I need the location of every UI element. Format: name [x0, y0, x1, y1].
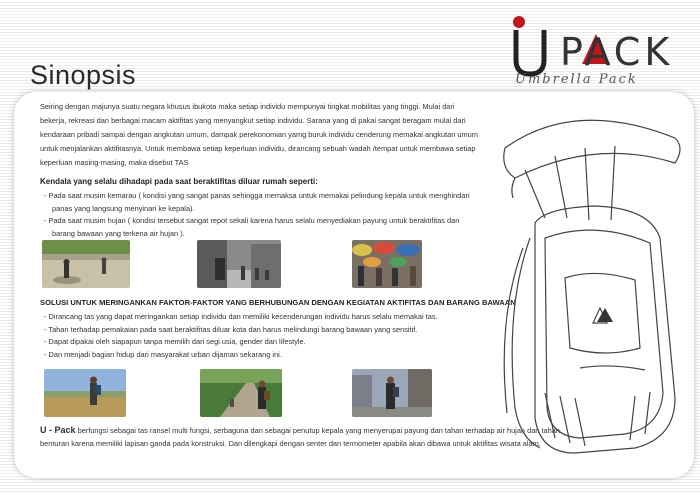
list-item: - Dapat dipakai oleh siapapun tanpa memilih dari segi usia, gender dan lifestyle.: [44, 337, 306, 346]
photo-city-walk: [352, 369, 432, 417]
list-item: - Dirancang tas yang dapat meringankan setiap individu dan memiliki kecenderungan individu harus selalu memakai tas.: [44, 312, 438, 321]
section2-heading: SOLUSI UNTUK MERINGANKAN FAKTOR-FAKTOR YANG BERHUBUNGAN DENGAN KEGIATAN AKTIFITAS DAN BARANG BAWAAN: [40, 298, 516, 307]
photo-city-square: [197, 240, 281, 288]
list-item: - Pada saat musim kemarau ( kondisi yang sangat panas sehingga memaksa untuk memakai pelindung kepala untuk menghindari panas yang langsung menyinari ke kepala).: [44, 191, 470, 213]
footer-text: berfungsi sebagai tas ransel multi fungsi, serbaguna dan sebagai penutup kepala yang menyerupai payung dan tahan terhadap air hujan dan tahan benturan karena memiliki lapisan ganda pada konstruksi. Dan dilengkapi dengan senter dan termometer apabila akan dibawa untuk aktifitas wisata alam.: [40, 426, 560, 448]
brand-name: U - Pack: [40, 425, 76, 435]
page-title: Sinopsis: [30, 60, 137, 90]
section2-list: [44, 311, 504, 361]
list-item: - Pada saat musim hujan ( kondisi tersebut sangat repot sekali karena harus selalu menyediakan payung untuk beraktifitas dan barang bawaan yang terkena air hujan ).: [44, 216, 460, 238]
photo-umbrella-crowd: [352, 240, 422, 288]
list-item: - Dan menjadi bagian hidup dari masyarakat urban dijaman sekarang ini.: [44, 349, 282, 359]
list-item: - Tahan terhadap pemakaian pada saat beraktifitas diluar kota dan harus melindungi barang bawaan yang sensitif.: [44, 324, 418, 334]
photo-hiker-field: [44, 369, 126, 417]
section1-list: [44, 190, 484, 240]
logo-tagline: Umbrella Pack: [515, 72, 638, 87]
photo-park-path: [200, 369, 282, 417]
backpack-umbrella-illustration: [485, 108, 695, 478]
u-letter-icon: [510, 14, 550, 78]
intro-paragraph: Seiring dengan majunya suatu negara khusus ibukota maka setiap individu mempunyai tingkat mobilitas yang tinggi. Mulai dari bekerja, rekreasi dan berbagai macam aktifitas yang menyangkut setiap individu. Sarana yang di pakai sangat beragam mulai dari kendaraan pribadi sampai dengan angkutan umum, dampak perekonomian yamg buruk individu cenderung memakai angkutan umum untuk menjalankan aktifitasnya. Untuk membawa setiap keperluan individu, dirancang sebuah wadah /tempat untuk membawa setiap keperluan masing-masing, maka disebut TAS: [40, 102, 478, 167]
upack-logo: [510, 8, 695, 88]
photo-hot-street: [42, 240, 130, 288]
section1-heading: Kendala yang selalu dihadapi pada saat beraktifitas diluar rumah seperti:: [40, 177, 318, 186]
logo-letters: PACK: [560, 30, 674, 74]
